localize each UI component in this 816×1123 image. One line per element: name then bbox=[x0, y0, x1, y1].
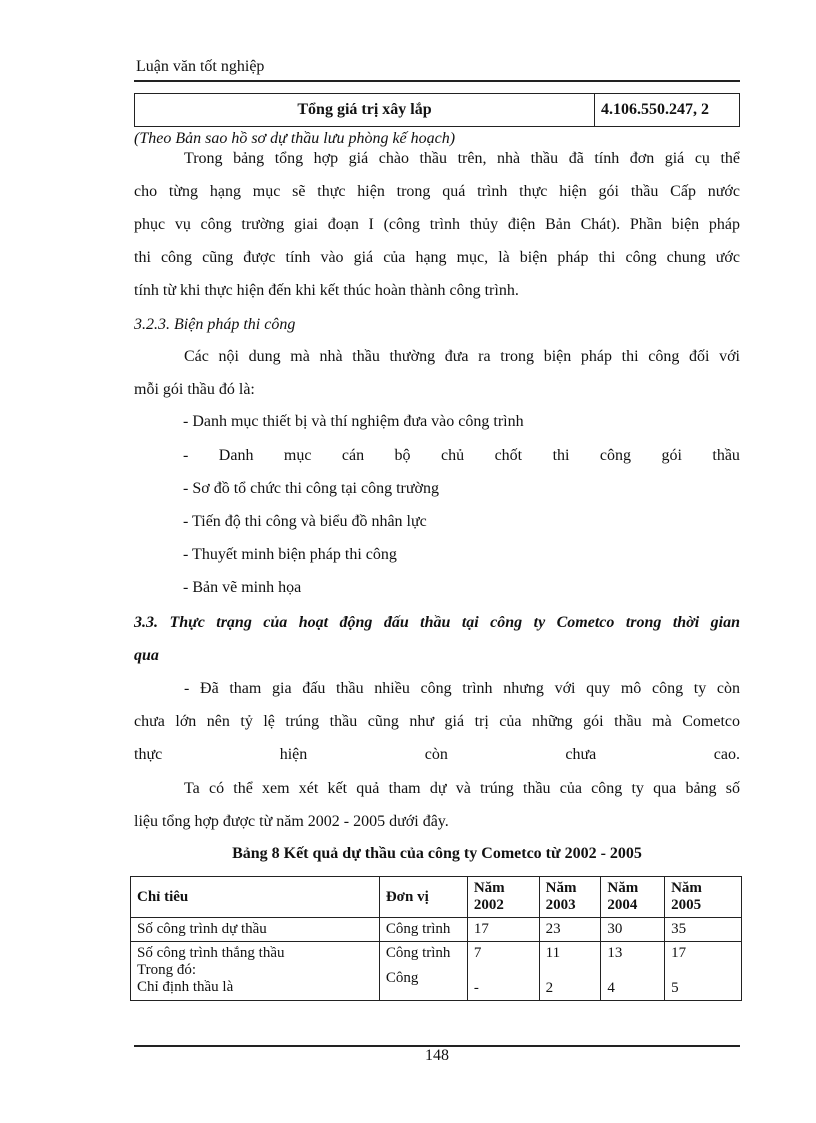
table-header-row bbox=[131, 877, 742, 918]
table-cell: Số công trình dự thầu bbox=[131, 918, 380, 942]
table-cell bbox=[665, 942, 742, 1001]
word: cao. bbox=[713, 746, 740, 763]
header-cell: Đơn vị bbox=[379, 877, 467, 918]
paragraph-line bbox=[134, 772, 740, 805]
table-row bbox=[131, 918, 742, 942]
cell-line: 5 bbox=[671, 980, 679, 996]
table-cell bbox=[539, 942, 601, 1001]
paragraph-line: phục vụ công trường giai đoạn I (công trình thủy điện Bản Chát). Phần biện pháp bbox=[134, 216, 740, 233]
paragraph-table-intro bbox=[134, 772, 740, 838]
word: chưa bbox=[565, 746, 597, 763]
header-cell: Năm 2002 bbox=[467, 877, 539, 918]
table-cell bbox=[467, 942, 539, 1001]
cell-line: 11 bbox=[545, 945, 561, 961]
word: thi bbox=[552, 447, 570, 464]
results-table-wrapper bbox=[128, 874, 744, 1028]
paragraph-bid-price bbox=[134, 142, 740, 307]
word: - bbox=[183, 447, 189, 464]
paragraph-line bbox=[134, 340, 740, 373]
table-cell: 35 bbox=[665, 918, 742, 942]
word: chủ bbox=[441, 447, 465, 464]
paragraph-text: - Đã tham gia đấu thầu nhiều công trình nhưng với quy mô công ty còn bbox=[184, 680, 740, 697]
total-value-table bbox=[134, 93, 740, 127]
paragraph-line bbox=[134, 142, 740, 175]
total-label: Tổng giá trị xây lắp bbox=[135, 94, 595, 126]
header-rule bbox=[134, 80, 740, 82]
page-number: 148 bbox=[425, 1047, 449, 1064]
table-row bbox=[131, 942, 742, 1001]
cell-line: 2 bbox=[545, 980, 554, 996]
header-cell: Chỉ tiêu bbox=[131, 877, 380, 918]
cell-line: 17 bbox=[671, 945, 687, 961]
word: mục bbox=[283, 447, 312, 464]
cell-line: Công trình bbox=[385, 945, 451, 961]
header-cell: Năm 2003 bbox=[539, 877, 601, 918]
paragraph-line: liệu tổng hợp được từ năm 2002 - 2005 dưới đây. bbox=[134, 813, 449, 830]
cell-line: - bbox=[473, 980, 479, 996]
word: Danh bbox=[218, 447, 254, 464]
running-header: Luận văn tốt nghiệp bbox=[136, 58, 265, 75]
paragraph-text: Trong bảng tổng hợp giá chào thầu trên, nhà thầu đã tính đơn giá cụ thể bbox=[184, 150, 740, 167]
paragraph-line: chưa lớn nên tỷ lệ trúng thầu cũng như giá trị của những gói thầu mà Cometco bbox=[134, 713, 740, 730]
source-note: (Theo Bản sao hồ sơ dự thầu lưu phòng kế hoạch) bbox=[134, 130, 456, 147]
heading-line: 3.3. Thực trạng của hoạt động đấu thầu tại công ty Cometco trong thời gian bbox=[134, 614, 740, 631]
cell-line: 13 bbox=[607, 945, 623, 961]
paragraph-participation bbox=[134, 672, 740, 771]
list-item: - Thuyết minh biện pháp thi công bbox=[183, 546, 397, 563]
section-3-2-3-title: 3.2.3. Biện pháp thi công bbox=[134, 316, 296, 333]
list-item-spread bbox=[183, 447, 740, 465]
table-cell: 17 bbox=[467, 918, 539, 942]
cell-line: Trong đó: bbox=[137, 962, 197, 978]
table-cell bbox=[601, 942, 665, 1001]
table-cell: 30 bbox=[601, 918, 665, 942]
word: chốt bbox=[494, 447, 523, 464]
paragraph-contents bbox=[134, 340, 740, 406]
section-3-3-heading bbox=[134, 606, 740, 672]
cell-line: Chỉ định thầu là bbox=[137, 979, 234, 995]
header-cell: Năm 2005 bbox=[665, 877, 742, 918]
table-cell bbox=[131, 942, 380, 1001]
word: thầu bbox=[712, 447, 740, 464]
heading-line: qua bbox=[134, 647, 159, 664]
table-cell bbox=[379, 942, 467, 1001]
results-table bbox=[130, 876, 742, 1001]
word: còn bbox=[424, 746, 448, 763]
paragraph-line: cho từng hạng mục sẽ thực hiện trong quá trình thực hiện gói thầu Cấp nước bbox=[134, 183, 740, 200]
paragraph-line: tính từ khi thực hiện đến khi kết thúc hoàn thành công trình. bbox=[134, 282, 519, 299]
word: công bbox=[599, 447, 632, 464]
header-cell: Năm 2004 bbox=[601, 877, 665, 918]
cell-line: 7 bbox=[473, 945, 482, 961]
paragraph-line: mỗi gói thầu đó là: bbox=[134, 381, 255, 398]
paragraph-line: thi công cũng được tính vào giá của hạng mục, là biện pháp thi công chung ước bbox=[134, 249, 740, 266]
paragraph-text: Các nội dung mà nhà thầu thường đưa ra trong biện pháp thi công đối với bbox=[184, 348, 740, 365]
list-item: - Tiến độ thi công và biểu đồ nhân lực bbox=[183, 513, 427, 530]
table-cell: Công trình bbox=[379, 918, 467, 942]
list-item: - Danh mục thiết bị và thí nghiệm đưa vào công trình bbox=[183, 413, 524, 430]
word: cán bbox=[341, 447, 365, 464]
paragraph-line-spread bbox=[134, 738, 740, 771]
cell-line: Công bbox=[385, 970, 419, 986]
total-value: 4.106.550.247, 2 bbox=[601, 101, 709, 118]
word: gói bbox=[661, 447, 682, 464]
list-item: - Bản vẽ minh họa bbox=[183, 579, 302, 596]
table-cell: 23 bbox=[539, 918, 601, 942]
table-title: Bảng 8 Kết quả dự thầu của công ty Cometco từ 2002 - 2005 bbox=[232, 845, 642, 862]
list-item: - Sơ đồ tổ chức thi công tại công trường bbox=[183, 480, 439, 497]
paragraph-line bbox=[134, 672, 740, 705]
word: thực bbox=[134, 746, 163, 763]
word: bộ bbox=[394, 447, 411, 464]
paragraph-text: Ta có thể xem xét kết quả tham dự và trúng thầu của công ty qua bảng số bbox=[184, 780, 740, 797]
cell-line: 4 bbox=[607, 980, 615, 996]
word: hiện bbox=[279, 746, 308, 763]
cell-line: Số công trình thắng thầu bbox=[137, 945, 285, 961]
